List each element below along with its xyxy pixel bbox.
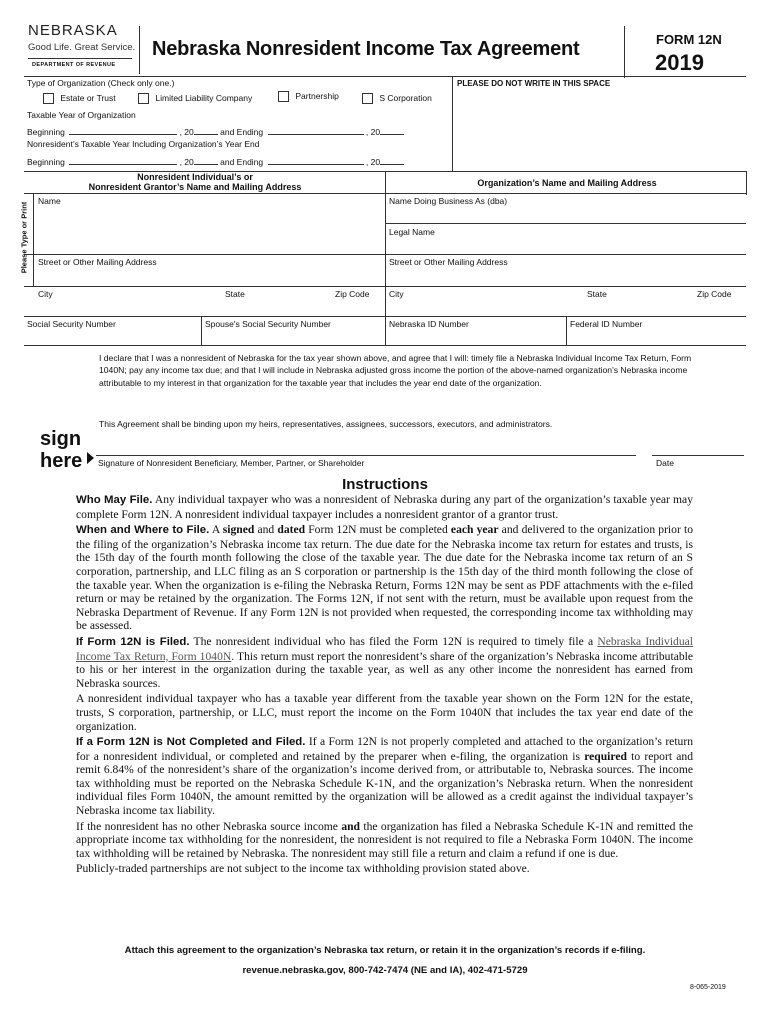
- if-filed-paragraph: If Form 12N is Filed. The nonresident individual who has filed the Form 12N is required to timely file a Nebraska Individual Income Tax Return, Form 1040N. This return must report the nonresident’s share of the organization’s Nebraska income attributable to his or her interest in the organization during the taxable year, as well as any other income the nonresident has earned from Nebraska sources.: [76, 634, 694, 690]
- state-field-right[interactable]: State: [587, 289, 607, 299]
- publicly-traded-paragraph: Publicly-traded partnerships are not subject to the income tax withholding provision stated above.: [76, 862, 530, 876]
- binding-text: This Agreement shall be binding upon my heirs, representatives, assignees, successors, executors, and administrators.: [99, 419, 553, 429]
- instructions-title: Instructions: [342, 476, 428, 493]
- attach-instruction: Attach this agreement to the organization’s Nebraska tax return, or retain it in the organization’s records if e-filing.: [124, 945, 646, 956]
- signature-line[interactable]: [96, 455, 636, 456]
- nebraska-logo: [28, 22, 138, 78]
- instructions-body: [76, 493, 693, 876]
- do-not-write-label: PLEASE DO NOT WRITE IN THIS SPACE: [457, 79, 611, 88]
- street-field-right[interactable]: Street or Other Mailing Address: [389, 257, 508, 267]
- logo-dept: DEPARTMENT OF REVENUE: [32, 62, 116, 68]
- checkbox-label: Partnership: [295, 91, 339, 101]
- ending-year-field[interactable]: [380, 164, 404, 165]
- checkbox-box[interactable]: [43, 93, 54, 104]
- checkbox-box[interactable]: [362, 93, 373, 104]
- nebraska-id-field[interactable]: Nebraska ID Number: [389, 319, 469, 329]
- zip-field-right[interactable]: Zip Code: [697, 289, 732, 299]
- checkbox-label: Limited Liability Company: [155, 93, 253, 103]
- state-field-left[interactable]: State: [225, 289, 245, 299]
- ending-date-field[interactable]: [268, 164, 364, 165]
- left-table-header: Nonresident Individual’s or Nonresident Grantor’s Name and Mailing Address: [88, 172, 302, 192]
- ending-year-field[interactable]: [380, 134, 404, 135]
- legal-name-field[interactable]: Legal Name: [389, 227, 435, 237]
- logo-tagline: Good Life. Great Service.: [28, 42, 136, 53]
- federal-id-field[interactable]: Federal ID Number: [570, 319, 643, 329]
- please-type-or-print-label: Please Type or Print: [19, 201, 29, 274]
- spouse-ssn-field[interactable]: Spouse's Social Security Number: [205, 319, 331, 329]
- declaration-text: I declare that I was a nonresident of Nebraska for the tax year shown above, and agree that I will: timely file a Nebraska Individual Income Tax Return, Form 1040N; pay any income tax due; and that I will include in Nebraska adjusted gross income the portion of the above-named organization's Nebraska income attributable to my interest in that organization for the taxable year that includes the year end date of the organization.: [99, 353, 692, 388]
- street-field-left[interactable]: Street or Other Mailing Address: [38, 257, 157, 267]
- contact-info: revenue.nebraska.gov, 800-742-7474 (NE and IA), 402-471-5729: [242, 965, 528, 976]
- checkbox-s-corporation[interactable]: [362, 93, 432, 104]
- logo-state-name: NEBRASKA: [28, 22, 118, 39]
- beginning-year-field[interactable]: [194, 134, 218, 135]
- form-1040n-link[interactable]: Nebraska Individual Income Tax Return, Form 1040N: [76, 634, 694, 663]
- ending-date-field[interactable]: [268, 134, 364, 135]
- checkbox-partnership[interactable]: [278, 91, 339, 102]
- taxable-year-row: Beginning , 20 and Ending , 20: [27, 127, 404, 137]
- date-line[interactable]: [652, 455, 744, 456]
- name-field[interactable]: Name: [38, 196, 61, 206]
- different-year-paragraph: A nonresident individual taxpayer who has a taxable year different from the taxable year shown on the Form 12N for the estate, trusts, S corporation, partnership, or LLC, must report the income on the Form 1040N that includes the tax year end date of the organization.: [76, 692, 693, 733]
- sign-here-label: sign here: [40, 428, 83, 472]
- checkbox-llc[interactable]: [138, 93, 252, 104]
- beginning-year-field[interactable]: [194, 164, 218, 165]
- checkbox-box[interactable]: [278, 91, 289, 102]
- signature-label: Signature of Nonresident Beneficiary, Member, Partner, or Shareholder: [98, 458, 365, 468]
- nonres-taxable-year-label: Nonresident’s Taxable Year Including Organization’s Year End: [27, 139, 260, 149]
- date-label: Date: [656, 458, 674, 468]
- city-field-right[interactable]: City: [389, 289, 404, 299]
- ssn-field[interactable]: Social Security Number: [27, 319, 116, 329]
- sign-arrow-icon: [87, 452, 94, 464]
- zip-field-left[interactable]: Zip Code: [335, 289, 370, 299]
- form-number: FORM 12N: [656, 32, 722, 47]
- form-code: 8-065-2019: [690, 984, 726, 991]
- checkbox-label: S Corporation: [379, 93, 432, 103]
- checkbox-box[interactable]: [138, 93, 149, 104]
- right-table-header: Organization’s Name and Mailing Address: [477, 178, 657, 188]
- beginning-date-field[interactable]: [69, 164, 177, 165]
- who-may-file-paragraph: Who May File. Any individual taxpayer who was a nonresident of Nebraska during any part of the organization’s taxable year may complete Form 12N. A nonresident individual taxpayer includes a nonresident grantor of a grantor trust.: [76, 493, 693, 521]
- form-year: 2019: [655, 50, 704, 75]
- beginning-date-field[interactable]: [69, 134, 177, 135]
- org-type-label: Type of Organization (Check only one.): [27, 78, 175, 88]
- when-where-paragraph: When and Where to File. A signed and dated Form 12N must be completed each year and delivered to the organization prior to the filing of the organization’s Nebraska income tax return. The due date for the Nebraska income tax return for estates and trusts, is the 15th day of the fourth month following the close of the taxable year. The due date for the Nebraska income tax return of an S corporation, partnership, and LLC filing as an S corporation or partnership is the 15th day of the third month following the close of the taxable year. When the organization is e-filing the Nebraska Return, Forms 12N may be sent as PDF attachments with the e-filed return or may be retained by the organization. The Forms 12N, if not sent with the return, must be available upon request from the Nebraska Department of Revenue. If any Form 12N is not provided when requested, the corresponding income tax withholding may be assessed.: [76, 523, 693, 633]
- city-field-left[interactable]: City: [38, 289, 53, 299]
- checkbox-label: Estate or Trust: [60, 93, 116, 103]
- nonres-taxable-year-row: Beginning , 20 and Ending , 20: [27, 157, 404, 167]
- checkbox-estate-trust[interactable]: [43, 93, 116, 104]
- not-filed-paragraph: If a Form 12N is Not Completed and Filed. If a Form 12N is not properly completed and attached to the organization’s return for a nonresident individual, or completed and retained by the preparer when e-filing, the organization is required to report and remit 6.84% of the nonresident’s share of the organization’s income derived from, or attributable to, Nebraska sources. The income tax withholding must be reported on the Nebraska Schedule K-1N, and the organization’s Nebraska return. When the nonresident individual files Form 1040N, the amount remitted by the organization will be allowed as a credit against the individual taxpayer’s Nebraska income tax liability.: [76, 735, 693, 818]
- taxable-year-label: Taxable Year of Organization: [27, 110, 136, 120]
- dba-field[interactable]: Name Doing Business As (dba): [389, 196, 508, 206]
- no-other-income-paragraph: If the nonresident has no other Nebraska source income and the organization has filed a Nebraska Schedule K-1N and remitted the appropriate income tax withholding for the nonresident, the nonresident is not required to file a Nebraska Form 1040N. The income tax withholding will be retained by Nebraska. The nonresident may still file a return and claim a refund if one is due.: [76, 819, 694, 860]
- page-title: Nebraska Nonresident Income Tax Agreement: [152, 38, 580, 60]
